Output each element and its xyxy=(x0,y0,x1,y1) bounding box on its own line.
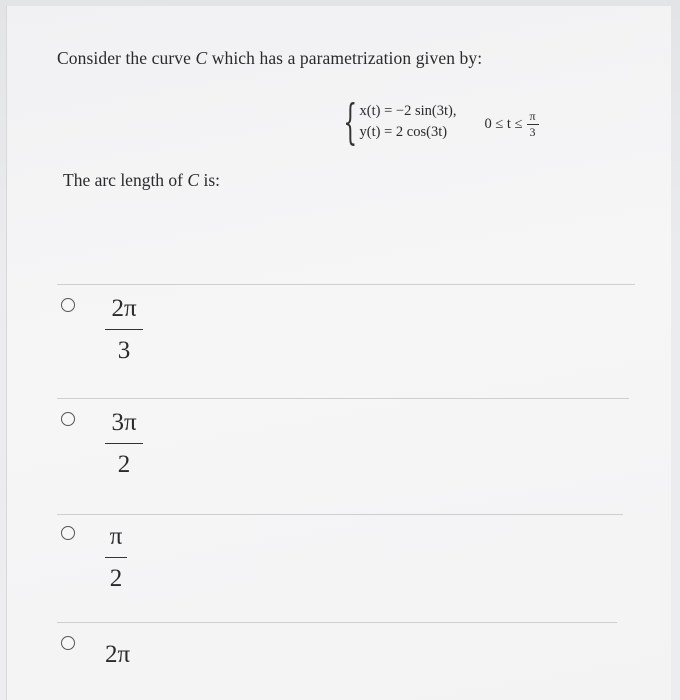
radio-button[interactable] xyxy=(61,412,75,426)
radio-button[interactable] xyxy=(61,636,75,650)
divider xyxy=(57,514,623,515)
left-brace: { xyxy=(343,94,358,150)
option-denominator: 2 xyxy=(117,451,131,478)
prompt-text xyxy=(63,170,220,191)
prompt-curve-symbol: C xyxy=(187,170,200,190)
question-text xyxy=(57,48,482,69)
option-numerator: π xyxy=(109,523,123,550)
equation-y: y(t) = 2 cos(3t) xyxy=(359,124,448,140)
range-numerator: π xyxy=(529,108,536,123)
option-1[interactable] xyxy=(61,294,143,366)
curve-symbol: C xyxy=(195,48,208,68)
range-denominator: 3 xyxy=(529,124,536,139)
option-value: 2π xyxy=(105,641,131,668)
equation-x: x(t) = −2 sin(3t), xyxy=(359,103,457,119)
prompt-text-part1: The arc length of xyxy=(63,170,188,190)
divider xyxy=(57,622,617,623)
option-fraction xyxy=(105,408,143,480)
option-3[interactable] xyxy=(61,522,127,594)
prompt-text-part2: is: xyxy=(199,170,220,190)
option-4[interactable] xyxy=(61,632,130,670)
parametric-system xyxy=(343,94,539,150)
question-text-part2: which has a parametrization given by: xyxy=(207,48,483,68)
radio-button[interactable] xyxy=(61,298,75,312)
range-fraction xyxy=(527,110,539,139)
option-denominator: 3 xyxy=(117,337,131,364)
option-fraction xyxy=(105,522,127,594)
option-fraction xyxy=(105,294,143,366)
option-numerator: 3π xyxy=(111,409,137,436)
option-numerator: 2π xyxy=(111,295,137,322)
divider xyxy=(57,398,629,399)
divider xyxy=(57,284,635,285)
radio-button[interactable] xyxy=(61,526,75,540)
option-2[interactable] xyxy=(61,408,143,480)
question-text-part1: Consider the curve xyxy=(57,48,196,68)
question-card xyxy=(6,6,671,700)
range-prefix: 0 ≤ t ≤ xyxy=(484,115,523,132)
option-denominator: 2 xyxy=(109,565,123,592)
parameter-range xyxy=(484,110,538,139)
